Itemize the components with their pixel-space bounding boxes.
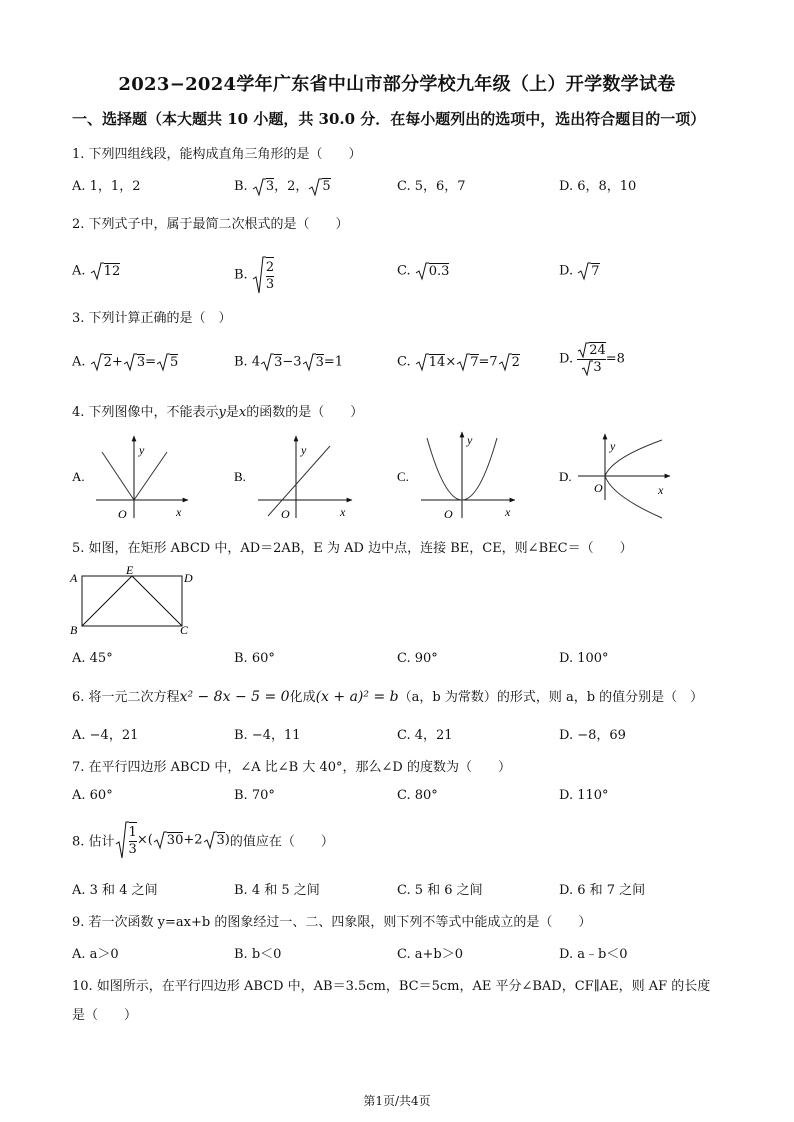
- radicand: 5: [170, 354, 179, 370]
- sqrt-icon: [90, 261, 104, 281]
- radicand: 2: [511, 354, 520, 370]
- stem-text: 是: [225, 405, 239, 420]
- fraction: [266, 257, 274, 293]
- q1-option-b: [234, 175, 331, 197]
- q3-option-d-label: D.: [559, 351, 574, 367]
- q3-option-b-label: B.: [234, 354, 248, 370]
- var-x: x: [238, 405, 247, 420]
- numerator: 1: [128, 825, 137, 840]
- result: =1: [323, 354, 344, 370]
- sqrt-icon: [252, 177, 266, 197]
- q2-option-d: [559, 261, 600, 281]
- q5-rectangle-figure: [68, 564, 198, 639]
- question-8-stem: [72, 820, 334, 860]
- numerator: 2: [265, 260, 275, 275]
- sqrt-icon: [260, 352, 274, 372]
- q8-option-c: C. 5 和 6 之间: [397, 883, 483, 898]
- vertex-c: C: [180, 623, 189, 637]
- stem-text: 的函数的是（ ）: [246, 405, 364, 420]
- radicand: 0.3: [428, 263, 450, 279]
- sqrt-icon: [156, 352, 170, 372]
- x-label: x: [176, 505, 182, 519]
- q3-option-b: [234, 352, 343, 372]
- denominator: 3: [128, 842, 137, 857]
- radicand: 3: [265, 179, 275, 194]
- sqrt-icon: [308, 177, 322, 197]
- q2-option-b-label: B.: [234, 267, 248, 283]
- coefficient: 4: [251, 354, 261, 370]
- question-5-options: [72, 651, 722, 681]
- section-heading: 一、选择题（本大题共 10 小题，共 30.0 分．在每小题列出的选项中，选出符合题目的一项）: [72, 110, 706, 128]
- sqrt-icon: [153, 830, 167, 850]
- expr: ×(: [136, 832, 153, 848]
- q8-option-d: D. 6 和 7 之间: [559, 883, 646, 898]
- question-9-options: [72, 943, 722, 973]
- question-1-stem: 1. 下列四组线段，能构成直角三角形的是（ ）: [72, 147, 362, 162]
- graph-a: [72, 436, 188, 521]
- stem-text: 4. 下列图像中，不能表示: [72, 405, 219, 420]
- radicand: 30: [166, 832, 184, 848]
- q1-option-b-label: B.: [234, 179, 248, 194]
- q7-option-b: B. 70°: [234, 788, 275, 803]
- expr: ): [224, 832, 230, 848]
- origin-label: O: [594, 481, 603, 495]
- x-label: x: [505, 505, 511, 519]
- question-7-options: [72, 788, 722, 818]
- q6-option-a: A. −4，21: [72, 728, 139, 743]
- q9-option-d: D. a﹣b＜0: [559, 947, 628, 962]
- y-label: y: [467, 433, 473, 447]
- q8-option-b: B. 4 和 5 之间: [234, 883, 320, 898]
- q3-option-c-label: C.: [397, 354, 411, 370]
- question-8-options: [72, 879, 722, 909]
- radicand: 2: [103, 354, 112, 370]
- q3-option-a-label: A.: [72, 354, 86, 370]
- q9-option-a: A. a＞0: [72, 947, 119, 962]
- q1-option-d: D. 6，8，10: [559, 179, 637, 194]
- vertex-e: E: [126, 564, 134, 577]
- sqrt-icon: [415, 352, 429, 372]
- option-label: D.: [559, 469, 572, 484]
- denominator: 3: [265, 277, 275, 292]
- equation: x² − 8x − 5 = 0: [179, 689, 290, 705]
- q7-option-a: A. 60°: [72, 788, 113, 803]
- graph-d: [559, 434, 670, 518]
- origin-label: O: [118, 507, 127, 521]
- origin-label: O: [281, 507, 290, 521]
- q2-option-c: [397, 261, 449, 281]
- q2-option-a: [72, 261, 120, 281]
- segments-be-ce: [82, 576, 182, 626]
- sqrt-icon: [203, 830, 217, 850]
- radicand: 7: [470, 354, 479, 370]
- fraction: [129, 822, 137, 858]
- sqrt-icon: [252, 255, 266, 295]
- radicand: 3: [593, 360, 602, 375]
- q6-option-c: C. 4，21: [397, 728, 453, 743]
- q3-option-c: [397, 352, 520, 372]
- stem-text: 6. 将一元二次方程: [72, 690, 180, 705]
- radicand: 3: [274, 354, 283, 370]
- radicand: 3: [216, 832, 225, 848]
- q2-option-c-label: C.: [397, 263, 411, 279]
- question-1-options: [72, 175, 722, 205]
- stem-text: 化成: [289, 690, 316, 705]
- question-2-stem: 2. 下列式子中，属于最简二次根式的是（ ）: [72, 217, 349, 232]
- question-5-stem: 5. 如图，在矩形 ABCD 中，AD＝2AB，E 为 AD 边中点，连接 BE，CE，则∠BEC＝（ ）: [72, 541, 633, 556]
- result: =7: [478, 354, 498, 370]
- equals-sign: =: [145, 354, 157, 370]
- stem-text: （a，b 为常数）的形式，则 a，b 的值分别是（ ）: [398, 690, 704, 705]
- sqrt-icon: [577, 261, 591, 281]
- q1-option-c: C. 5，6，7: [397, 179, 466, 194]
- function-line: [268, 446, 330, 516]
- q7-option-c: C. 80°: [397, 788, 438, 803]
- numerator: [577, 342, 606, 360]
- plus-sign: +: [111, 354, 123, 370]
- vertex-d: D: [184, 571, 193, 585]
- q2-option-a-label: A.: [72, 263, 86, 279]
- y-label: y: [301, 443, 307, 457]
- question-6-stem: [72, 686, 703, 705]
- question-3-options: [72, 342, 722, 382]
- option-label: C.: [397, 469, 409, 484]
- question-3-stem: 3. 下列计算正确的是（ ）: [72, 311, 232, 326]
- q5-option-d: D. 100°: [559, 651, 609, 666]
- vertex-a: A: [70, 571, 78, 585]
- radicand: 3: [315, 354, 324, 370]
- vertex-b: B: [70, 623, 78, 637]
- sqrt-icon: [123, 352, 137, 372]
- radicand: 14: [428, 354, 446, 370]
- question-2-options: [72, 255, 722, 295]
- minus-term: −3: [282, 354, 302, 370]
- origin-label: O: [444, 507, 453, 521]
- expr: +2: [183, 832, 203, 848]
- result: =8: [605, 351, 625, 367]
- sqrt-icon: [577, 342, 589, 358]
- stem-text: 的值应在（ ）: [229, 834, 334, 850]
- q8-option-a: A. 3 和 4 之间: [72, 883, 158, 898]
- q1-option-a: A. 1，1，2: [72, 179, 141, 194]
- y-label: y: [610, 439, 616, 453]
- sqrt-icon: [415, 261, 429, 281]
- sqrt-icon: [456, 352, 470, 372]
- rectangle-abcd: [82, 576, 182, 626]
- radicand: 24: [589, 342, 606, 358]
- times-sign: ×: [445, 354, 457, 370]
- denominator: [577, 360, 606, 377]
- radicand: 7: [591, 263, 600, 279]
- equation: (x + a)² = b: [315, 689, 399, 705]
- question-9-stem: 9. 若一次函数 y=ax+b 的图象经过一、二、四象限，则下列不等式中能成立的是（ ）: [72, 915, 592, 930]
- option-label: A.: [72, 469, 85, 484]
- q4-graphs: [72, 430, 722, 525]
- fraction: [577, 342, 606, 376]
- exam-title: 2023−2024学年广东省中山市部分学校九年级（上）开学数学试卷: [118, 74, 676, 95]
- stem-text: 8. 估计: [72, 834, 115, 850]
- q7-option-d: D. 110°: [559, 788, 609, 803]
- page-footer: 第1页/共4页: [363, 1094, 431, 1108]
- q6-option-b: B. −4，11: [234, 728, 301, 743]
- q6-option-d: D. −8，69: [559, 728, 626, 743]
- x-label: x: [658, 483, 664, 497]
- graph-c: [397, 432, 515, 521]
- q5-option-b: B. 60°: [234, 651, 275, 666]
- question-6-options: [72, 724, 722, 754]
- sqrt-icon: [302, 352, 316, 372]
- q9-option-c: C. a+b＞0: [397, 947, 463, 962]
- q5-option-a: A. 45°: [72, 651, 113, 666]
- q1-option-b-mid: ，2，: [274, 179, 309, 194]
- var-y: y: [218, 405, 226, 420]
- q2-option-b: [234, 255, 274, 295]
- sqrt-icon: [90, 352, 104, 372]
- q3-option-d: [559, 342, 625, 376]
- y-label: y: [139, 443, 145, 457]
- radicand: 5: [322, 179, 331, 194]
- sqrt-icon: [115, 820, 129, 860]
- option-label: B.: [234, 469, 246, 484]
- q3-option-a: [72, 352, 178, 372]
- q2-option-d-label: D.: [559, 263, 574, 279]
- question-4-stem: [72, 401, 363, 420]
- question-10-line-2: 是（ ）: [72, 1008, 138, 1023]
- question-10-line-1: 10. 如图所示，在平行四边形 ABCD 中，AB＝3.5cm，BC＝5cm，AE 平分∠BAD，CF∥AE，则 AF 的长度: [72, 979, 711, 994]
- radicand: 12: [103, 263, 121, 279]
- question-7-stem: 7. 在平行四边形 ABCD 中，∠A 比∠B 大 40°，那么∠D 的度数为（ ）: [72, 760, 511, 775]
- radicand: 3: [136, 354, 146, 370]
- graph-b: [234, 436, 352, 521]
- q9-option-b: B. b＜0: [234, 947, 282, 962]
- q5-option-c: C. 90°: [397, 651, 438, 666]
- sqrt-icon: [581, 360, 593, 376]
- x-label: x: [340, 505, 346, 519]
- sqrt-icon: [498, 352, 512, 372]
